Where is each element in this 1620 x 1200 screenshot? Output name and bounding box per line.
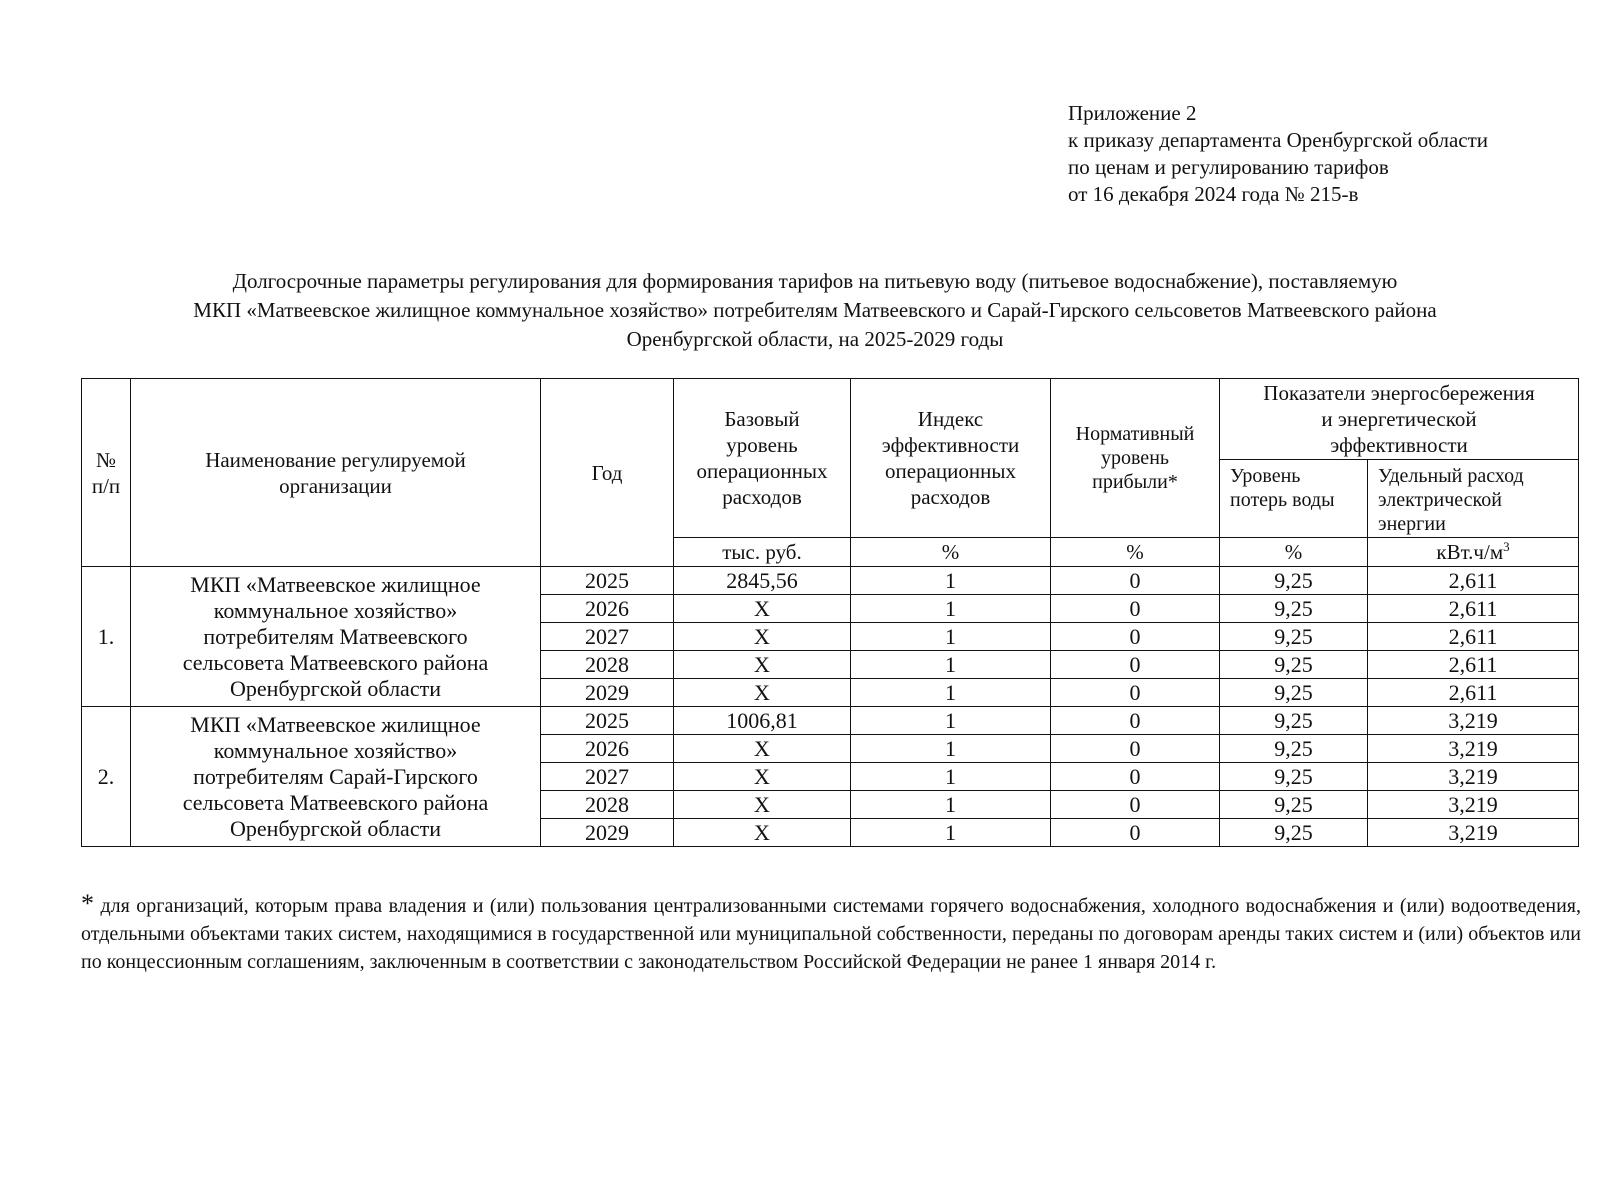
cell-profit: 0: [1051, 679, 1220, 707]
cell-electro: 3,219: [1368, 791, 1579, 819]
title-line: Долгосрочные параметры регулирования для формирования тарифов на питьевую воду (питьевое водоснабжение), поставляемую: [232, 269, 1398, 293]
header-org: Наименование регулируемой организации: [131, 379, 541, 567]
cell-profit: 0: [1051, 791, 1220, 819]
title-line: Оренбургской области, на 2025-2029 годы: [626, 327, 1004, 351]
cell-profit: 0: [1051, 763, 1220, 791]
header-water-loss: Уровень потерь воды: [1220, 460, 1368, 538]
cell-loss: 9,25: [1220, 651, 1368, 679]
header-efficiency-index: Индекс эффективности операционных расходов: [851, 379, 1051, 538]
cell-index: 1: [851, 819, 1051, 847]
cell-index: 1: [851, 567, 1051, 595]
organization-name-line: Оренбургской области: [230, 815, 441, 841]
cell-base: Х: [674, 763, 851, 791]
footnote-star: *: [81, 889, 94, 918]
organization-name-line: Оренбургской области: [230, 675, 441, 701]
cell-base: Х: [674, 595, 851, 623]
table-row: [82, 707, 1579, 735]
cell-loss: 9,25: [1220, 679, 1368, 707]
cell-profit: 0: [1051, 735, 1220, 763]
header-profit: Нормативный уровень прибыли*: [1051, 379, 1220, 538]
unit-base: тыс. руб.: [674, 538, 851, 567]
unit-loss: %: [1220, 538, 1368, 567]
organization-name-line: коммунальное хозяйство»: [213, 737, 458, 763]
organization-name-line: сельсовета Матвеевского района: [182, 789, 489, 815]
cell-index: 1: [851, 707, 1051, 735]
cell-electro: 3,219: [1368, 707, 1579, 735]
appendix-line: к приказу департамента Оренбургской области: [1068, 128, 1488, 152]
cell-profit: 0: [1051, 567, 1220, 595]
cell-electro: 2,611: [1368, 595, 1579, 623]
cell-loss: 9,25: [1220, 707, 1368, 735]
cell-electro: 3,219: [1368, 819, 1579, 847]
footnote: [81, 890, 1581, 976]
cell-year: 2029: [541, 679, 674, 707]
cell-loss: 9,25: [1220, 763, 1368, 791]
appendix-line: от 16 декабря 2024 года № 215-в: [1068, 182, 1359, 206]
cell-year: 2028: [541, 651, 674, 679]
cell-index: 1: [851, 651, 1051, 679]
cell-loss: 9,25: [1220, 819, 1368, 847]
unit-electro: $кВт.ч/м^3$: [1368, 538, 1579, 567]
cell-year: 2029: [541, 819, 674, 847]
cell-loss: 9,25: [1220, 623, 1368, 651]
appendix-line: по ценам и регулированию тарифов: [1068, 155, 1389, 179]
organization-name-line: потребителям Сарай-Гирского: [193, 763, 478, 789]
unit-index: %: [851, 538, 1051, 567]
cell-base: Х: [674, 735, 851, 763]
cell-profit: 0: [1051, 623, 1220, 651]
cell-index: 1: [851, 791, 1051, 819]
cell-electro: 2,611: [1368, 679, 1579, 707]
cell-profit: 0: [1051, 595, 1220, 623]
cell-base: 2845,56: [674, 567, 851, 595]
organization-name-line: МКП «Матвеевское жилищное: [190, 571, 481, 597]
cell-loss: 9,25: [1220, 567, 1368, 595]
cell-index: 1: [851, 735, 1051, 763]
appendix-block: [1068, 100, 1488, 208]
cell-index: 1: [851, 595, 1051, 623]
cell-index: 1: [851, 623, 1051, 651]
header-energy: Показатели энергосбережения и энергетической эффективности: [1220, 379, 1579, 460]
organization-name: [131, 707, 541, 847]
organization-name-line: сельсовета Матвеевского района: [182, 649, 489, 675]
cell-profit: 0: [1051, 707, 1220, 735]
header-year: Год: [541, 379, 674, 567]
cell-year: 2026: [541, 595, 674, 623]
cell-base: Х: [674, 623, 851, 651]
cell-index: 1: [851, 679, 1051, 707]
header-num: № п/п: [82, 379, 131, 567]
cell-electro: 3,219: [1368, 763, 1579, 791]
cell-year: 2025: [541, 567, 674, 595]
cell-base: Х: [674, 791, 851, 819]
title-line: МКП «Матвеевское жилищное коммунальное хозяйство» потребителям Матвеевского и Сарай-Гирского сельсоветов Матвеевского района: [193, 298, 1437, 322]
cell-electro: 3,219: [1368, 735, 1579, 763]
header-row-1: [82, 379, 1579, 460]
cell-base: 1006,81: [674, 707, 851, 735]
parameters-table: [81, 378, 1579, 847]
cell-profit: 0: [1051, 651, 1220, 679]
organization-name-line: коммунальное хозяйство»: [213, 597, 458, 623]
header-electricity: Удельный расход электрической энергии: [1368, 460, 1579, 538]
organization-name-line: потребителям Матвеевского: [203, 623, 468, 649]
cell-base: Х: [674, 819, 851, 847]
cell-year: 2027: [541, 623, 674, 651]
cell-base: Х: [674, 651, 851, 679]
cell-profit: 0: [1051, 819, 1220, 847]
cell-electro: 2,611: [1368, 623, 1579, 651]
table-row: [82, 567, 1579, 595]
footnote-text: для организаций, которым права владения и (или) пользования централизованными системами горячего водоснабжения, холодного водоснабжения и (или) водоотведения, отдельными объектами таких систем, находящимися в государственной или муниципальной собственности, переданы по договорам аренды таких систем и (или) объектов или по концессионным соглашениям, заключенным в соответствии с законодательством Российской Федерации не ранее 1 января 2014 г.: [81, 895, 1581, 973]
cell-base: Х: [674, 679, 851, 707]
cell-index: 1: [851, 763, 1051, 791]
organization-name-line: МКП «Матвеевское жилищное: [190, 711, 481, 737]
cell-year: 2027: [541, 763, 674, 791]
unit-profit: %: [1051, 538, 1220, 567]
cell-loss: 9,25: [1220, 595, 1368, 623]
cell-year: 2028: [541, 791, 674, 819]
appendix-line: Приложение 2: [1068, 101, 1197, 125]
header-base-costs: Базовый уровень операционных расходов: [674, 379, 851, 538]
cell-electro: 2,611: [1368, 567, 1579, 595]
document-title: [60, 267, 1570, 354]
cell-electro: 2,611: [1368, 651, 1579, 679]
cell-loss: 9,25: [1220, 735, 1368, 763]
row-number: 1.: [82, 567, 131, 707]
cell-loss: 9,25: [1220, 791, 1368, 819]
row-number: 2.: [82, 707, 131, 847]
cell-year: 2025: [541, 707, 674, 735]
organization-name: [131, 567, 541, 707]
cell-year: 2026: [541, 735, 674, 763]
